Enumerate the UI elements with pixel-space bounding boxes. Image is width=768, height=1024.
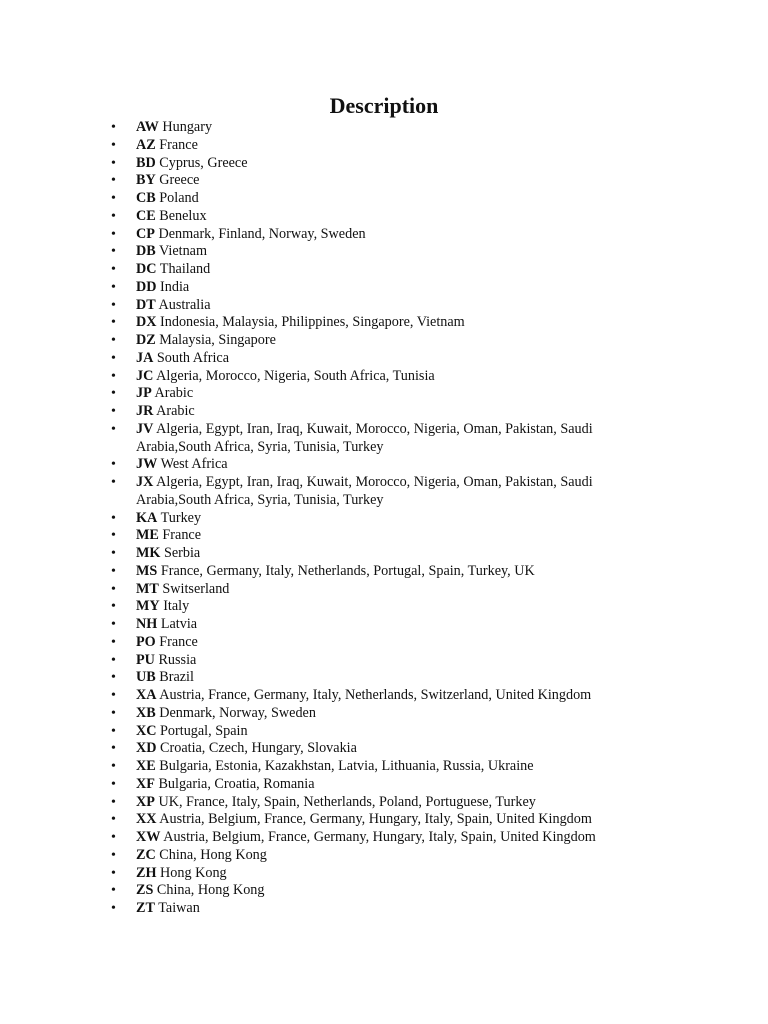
item-code: JV <box>136 420 154 437</box>
item-code: CP <box>136 225 155 242</box>
item-countries: Greece <box>159 172 200 189</box>
item-code: MK <box>136 545 161 561</box>
item-code: JX <box>136 474 154 490</box>
list-item <box>0 758 768 776</box>
item-countries: Arabic <box>154 385 194 402</box>
bullet-icon: • <box>111 297 116 313</box>
item-code: XX <box>136 811 157 828</box>
list-item <box>0 669 768 687</box>
list-item <box>0 368 768 386</box>
bullet-icon: • <box>111 120 116 135</box>
bullet-icon: • <box>111 617 116 632</box>
bullet-icon: • <box>111 386 116 402</box>
list-item <box>0 137 768 155</box>
bullet-icon: • <box>111 901 116 916</box>
item-code: MT <box>136 580 159 597</box>
item-countries: South Africa <box>156 349 229 366</box>
bullet-icon: • <box>111 670 116 686</box>
item-code: DB <box>136 243 156 260</box>
item-countries: Denmark, Norway, Sweden <box>159 704 316 721</box>
bullet-icon: • <box>111 208 116 224</box>
item-countries: India <box>160 278 190 295</box>
item-code: NH <box>136 616 158 632</box>
item-countries: Bulgaria, Croatia, Romania <box>158 775 315 792</box>
item-countries: Russia <box>158 651 197 668</box>
item-countries: Arabic <box>156 403 195 419</box>
bullet-icon: • <box>111 137 116 153</box>
item-code: AZ <box>136 136 156 153</box>
item-code: DT <box>136 296 156 313</box>
item-countries: Latvia <box>160 616 198 632</box>
item-countries: Vietnam <box>159 243 208 260</box>
item-code: BY <box>136 172 156 189</box>
item-countries: Poland <box>159 190 199 206</box>
list-item <box>0 190 768 208</box>
item-code: JA <box>136 349 154 366</box>
list-item <box>0 155 768 173</box>
description-list <box>0 119 768 918</box>
list-item <box>0 403 768 421</box>
item-countries: Denmark, Finland, Norway, Sweden <box>158 225 366 242</box>
list-item <box>0 829 768 847</box>
item-countries: Austria, Belgium, France, Germany, Hungary, Italy, Spain, United Kingdom <box>159 811 592 828</box>
bullet-icon: • <box>111 244 116 260</box>
item-code: XD <box>136 740 157 757</box>
item-countries: Austria, France, Germany, Italy, Netherlands, Switzerland, United Kingdom <box>159 687 592 703</box>
list-item <box>0 900 768 918</box>
item-code: ZT <box>136 900 155 916</box>
item-code: DC <box>136 261 157 277</box>
item-countries: Thailand <box>159 261 211 277</box>
list-item <box>0 474 768 510</box>
bullet-icon: • <box>111 368 116 384</box>
item-code: XC <box>136 722 157 739</box>
list-item <box>0 172 768 190</box>
item-code: PO <box>136 633 156 650</box>
list-item <box>0 705 768 723</box>
item-code: ZS <box>136 882 154 899</box>
item-countries: Australia <box>158 296 211 313</box>
bullet-icon: • <box>111 830 116 845</box>
list-item <box>0 314 768 332</box>
item-countries: UK, France, Italy, Spain, Netherlands, Poland, Portuguese, Turkey <box>158 793 536 810</box>
list-item <box>0 740 768 758</box>
list-item <box>0 226 768 244</box>
bullet-icon: • <box>111 191 116 206</box>
item-countries: Turkey <box>160 509 202 526</box>
item-code: XE <box>136 758 156 774</box>
bullet-icon: • <box>111 457 116 473</box>
list-item <box>0 581 768 599</box>
item-code: JR <box>136 403 154 419</box>
list-item <box>0 243 768 261</box>
item-code: AW <box>136 119 159 135</box>
list-item <box>0 563 768 581</box>
list-item <box>0 527 768 545</box>
item-code: CB <box>136 190 156 206</box>
item-countries: Brazil <box>159 669 194 686</box>
item-countries: Algeria, Egypt, Iran, Iraq, Kuwait, Morocco, Nigeria, Oman, Pakistan, Saudi Arabia,South Africa, Syria, Tunisia, Turkey <box>136 420 593 455</box>
item-code: PU <box>136 651 155 668</box>
item-countries: France <box>159 136 198 153</box>
bullet-icon: • <box>111 634 116 650</box>
bullet-icon: • <box>111 563 116 579</box>
list-item <box>0 261 768 279</box>
list-item <box>0 847 768 865</box>
list-item <box>0 776 768 794</box>
item-code: MY <box>136 598 160 615</box>
bullet-icon: • <box>111 599 116 615</box>
item-countries: Portugal, Spain <box>160 722 248 739</box>
page-title: Description <box>329 93 439 118</box>
item-countries: Hungary <box>162 119 213 135</box>
item-countries: Taiwan <box>158 900 200 916</box>
bullet-icon: • <box>111 226 116 242</box>
bullet-icon: • <box>111 173 116 189</box>
list-item <box>0 598 768 616</box>
list-item <box>0 616 768 634</box>
item-countries: France <box>162 527 202 544</box>
item-countries: Benelux <box>159 207 207 224</box>
item-countries: Serbia <box>163 545 201 561</box>
item-code: ME <box>136 527 159 544</box>
bullet-icon: • <box>111 315 116 331</box>
item-code: ZC <box>136 846 156 863</box>
bullet-icon: • <box>111 723 116 739</box>
item-code: XF <box>136 775 155 792</box>
bullet-icon: • <box>111 759 116 774</box>
item-countries: France, Germany, Italy, Netherlands, Portugal, Spain, Turkey, UK <box>160 562 535 579</box>
item-code: BD <box>136 154 156 171</box>
item-code: XW <box>136 829 161 845</box>
item-code: CE <box>136 207 156 224</box>
bullet-icon: • <box>111 865 116 881</box>
item-code: DX <box>136 314 157 331</box>
item-code: JP <box>136 385 152 402</box>
list-item <box>0 385 768 403</box>
list-item <box>0 811 768 829</box>
item-countries: Malaysia, Singapore <box>159 332 276 348</box>
item-countries: Cyprus, Greece <box>159 154 248 171</box>
list-item <box>0 882 768 900</box>
bullet-icon: • <box>111 404 116 419</box>
item-countries: Austria, Belgium, France, Germany, Hungary, Italy, Spain, United Kingdom <box>163 829 596 845</box>
item-code: KA <box>136 509 158 526</box>
bullet-icon: • <box>111 776 116 792</box>
list-item <box>0 865 768 883</box>
list-item <box>0 208 768 226</box>
bullet-icon: • <box>111 155 116 171</box>
list-item <box>0 332 768 350</box>
item-countries: Switserland <box>162 580 230 597</box>
list-item <box>0 545 768 563</box>
item-code: XA <box>136 687 157 703</box>
item-countries: Indonesia, Malaysia, Philippines, Singapore, Vietnam <box>160 314 465 331</box>
item-code: JC <box>136 367 154 384</box>
item-code: JW <box>136 456 158 473</box>
bullet-icon: • <box>111 279 116 295</box>
list-item <box>0 687 768 705</box>
bullet-icon: • <box>111 528 116 544</box>
item-code: MS <box>136 562 158 579</box>
item-countries: Croatia, Czech, Hungary, Slovakia <box>160 740 357 757</box>
item-countries: China, Hong Kong <box>156 882 265 899</box>
bullet-icon: • <box>111 705 116 721</box>
item-code: XB <box>136 704 156 721</box>
list-item <box>0 456 768 474</box>
list-item <box>0 652 768 670</box>
item-code: DZ <box>136 332 156 348</box>
bullet-icon: • <box>111 652 116 668</box>
bullet-icon: • <box>111 812 116 828</box>
bullet-icon: • <box>111 546 116 561</box>
bullet-icon: • <box>111 581 116 597</box>
bullet-icon: • <box>111 333 116 348</box>
list-item <box>0 297 768 315</box>
bullet-icon: • <box>111 421 116 437</box>
item-countries: West Africa <box>160 456 228 473</box>
bullet-icon: • <box>111 350 116 366</box>
item-countries: France <box>159 633 198 650</box>
list-item <box>0 634 768 652</box>
list-item <box>0 421 768 457</box>
bullet-icon: • <box>111 883 116 899</box>
bullet-icon: • <box>111 475 116 490</box>
item-countries: China, Hong Kong <box>159 846 267 863</box>
bullet-icon: • <box>111 741 116 757</box>
bullet-icon: • <box>111 510 116 526</box>
item-countries: Bulgaria, Estonia, Kazakhstan, Latvia, Lithuania, Russia, Ukraine <box>159 758 534 774</box>
bullet-icon: • <box>111 688 116 703</box>
item-code: DD <box>136 278 157 295</box>
bullet-icon: • <box>111 262 116 277</box>
item-countries: Hong Kong <box>160 864 227 881</box>
item-countries: Algeria, Egypt, Iran, Iraq, Kuwait, Morocco, Nigeria, Oman, Pakistan, Saudi Arabia,South Africa, Syria, Tunisia, Turkey <box>136 474 593 508</box>
list-item <box>0 723 768 741</box>
list-item <box>0 119 768 137</box>
list-item <box>0 279 768 297</box>
list-item <box>0 510 768 528</box>
list-item <box>0 350 768 368</box>
item-countries: Italy <box>163 598 190 615</box>
item-countries: Algeria, Morocco, Nigeria, South Africa, Tunisia <box>156 367 435 384</box>
item-code: XP <box>136 793 155 810</box>
bullet-icon: • <box>111 847 116 863</box>
list-item <box>0 794 768 812</box>
item-code: UB <box>136 669 156 686</box>
bullet-icon: • <box>111 794 116 810</box>
item-code: ZH <box>136 864 157 881</box>
